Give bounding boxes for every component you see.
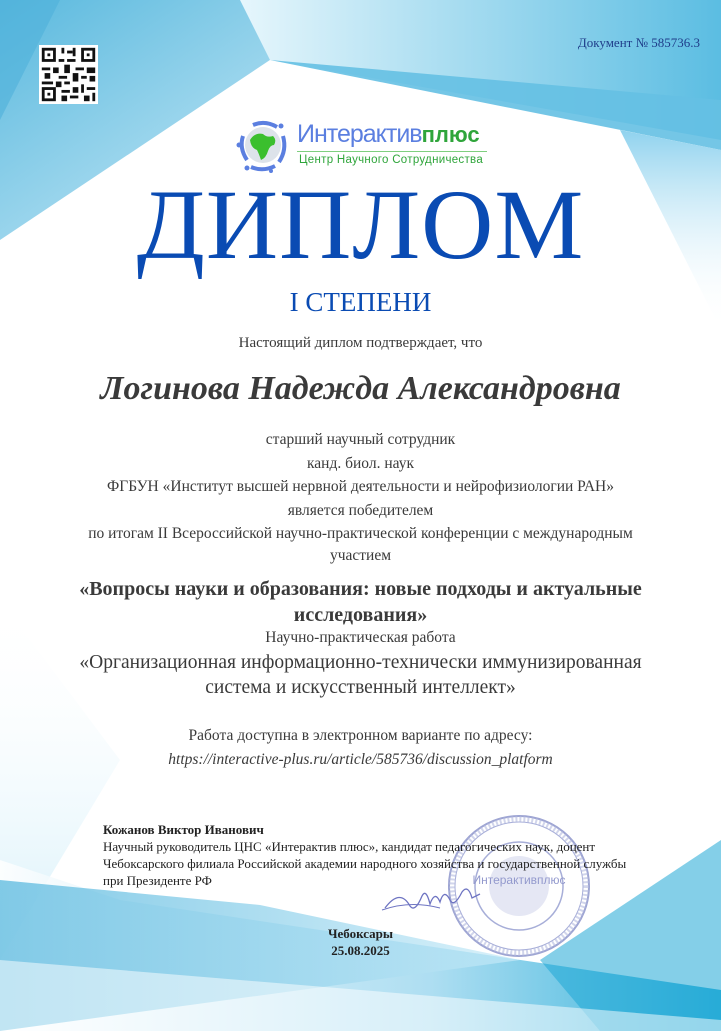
event-line-2: участием [329, 546, 392, 564]
recipient-academic-degree: канд. биол. наук [307, 454, 414, 472]
logo-subtitle: Центр Научного Сотрудничества [299, 154, 484, 166]
signer-title: Научный руководитель ЦНС «Интерактив плюс», кандидат педагогических наук, доцент Чебоксарского филиала Российской академии народного хозяйства и государственной службы при Президенте РФ [103, 839, 627, 888]
svg-text:Интерактивплюс: Интерактивплюс [472, 873, 566, 887]
signer-name: Кожанов Виктор Иванович [103, 822, 264, 837]
award-status: является победителем [287, 501, 434, 519]
recipient-position: старший научный сотрудник [265, 431, 456, 448]
work-url-link[interactable]: https://interactive-plus.ru/article/585736/discussion_platform [168, 751, 553, 768]
footer-date: 25.08.2025 [331, 943, 390, 958]
recipient-organization: ФГБУН «Институт высшей нервной деятельности и нейрофизиологии РАН» [107, 478, 614, 495]
document-number: Документ № 585736.3 [577, 35, 700, 50]
diploma-title: ДИПЛОМ [136, 169, 585, 280]
work-title: «Организационная информационно-технически иммунизированная система и искусственный интеллект» [79, 652, 642, 698]
recipient-name: Логинова Надежда Александровна [100, 370, 621, 407]
globe-logo-icon [233, 118, 295, 173]
logo-divider [297, 151, 487, 152]
logo-name [297, 120, 480, 149]
organization-logo [233, 118, 493, 173]
confirm-text: Настоящий диплом подтверждает, что [238, 335, 483, 351]
footer-city: Чебоксары [327, 926, 394, 941]
logo-name-plus: плюс [421, 122, 480, 147]
footer [0, 925, 721, 959]
event-line-1: по итогам II Всероссийской научно-практической конференции с международным [88, 525, 633, 542]
recipient-details [40, 428, 681, 566]
logo-name-main: Интерактив [297, 120, 422, 148]
signer-block [103, 821, 643, 889]
qr-code-icon[interactable] [39, 45, 98, 104]
work-type: Научно-практическая работа [265, 629, 456, 646]
conference-title: «Вопросы науки и образования: новые подходы и актуальные исследования» [79, 578, 642, 626]
diploma-degree: I СТЕПЕНИ [289, 287, 432, 317]
availability-text: Работа доступна в электронном варианте по адресу: [188, 727, 533, 744]
